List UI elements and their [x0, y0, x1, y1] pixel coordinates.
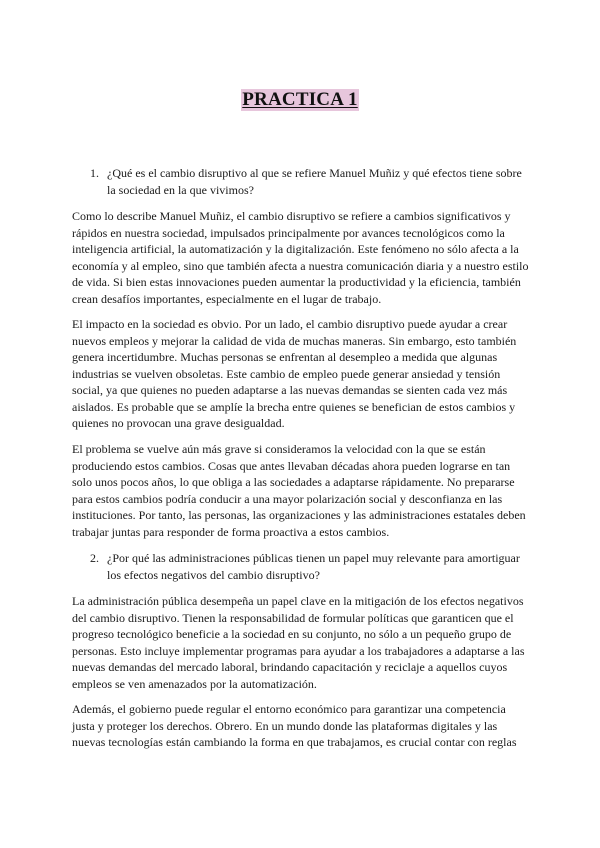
- title-wrapper: [0, 89, 600, 111]
- paragraph-2: El impacto en la sociedad es obvio. Por un lado, el cambio disruptivo puede ayudar a crear nuevos empleos y mejorar la calidad de vida de muchas maneras. Sin embargo, esto también genera incertidumbre. Muchas personas se enfrentan al desempleo a medida que algunas industrias se vuelven obsoletas. Este cambio de empleo puede generar ansiedad y tensión social, ya que quienes no pueden adaptarse a las nuevas demandas se sienten cada vez más aislados. Es probable que se amplíe la brecha entre quienes se benefician de estos cambios y quienes no provocan una grave desigualdad.: [72, 317, 517, 430]
- question-2: [90, 550, 530, 583]
- paragraph-3: El problema se vuelve aún más grave si consideramos la velocidad con la que se están produciendo estos cambios. Cosas que antes llevaban décadas ahora pueden lograrse en tan solo unos pocos años, lo que obliga a las sociedades a adaptarse rápidamente. No prepararse para estos cambios podría conducir a una mayor polarización social y desconfianza en las instituciones. Por tanto, las personas, las organizaciones y las administraciones estatales deben trabajar juntas para responder de forma proactiva a estos cambios.: [72, 442, 526, 539]
- question-1: [90, 165, 530, 198]
- paragraph-5: Además, el gobierno puede regular el entorno económico para garantizar una competencia justa y proteger los derechos. Obrero. En un mundo donde las plataformas digitales y las nuevas tecnologías están cambiando la forma en que trabajamos, es crucial contar con reglas: [72, 702, 517, 749]
- paragraph-1: Como lo describe Manuel Muñiz, el cambio disruptivo se refiere a cambios significativos y rápidos en nuestra sociedad, impulsados principalmente por avances tecnológicos como la inteligencia artificial, la automatización y la digitalización. Este fenómeno no sólo afecta a la economía y al empleo, sino que también afecta a nuestra comunicación diaria y a nuestro estilo de vida. Si bien estas innovaciones pueden aumentar la productividad y la eficiencia, también crean desafíos importantes, especialmente en el lugar de trabajo.: [72, 209, 529, 306]
- question-text: ¿Qué es el cambio disruptivo al que se refiere Manuel Muñiz y qué efectos tiene sobre la sociedad en la que vivimos?: [107, 166, 522, 197]
- question-number: 2.: [90, 551, 99, 565]
- question-number: 1.: [90, 166, 99, 180]
- question-text: ¿Por qué las administraciones públicas tienen un papel muy relevante para amortiguar los efectos negativos del cambio disruptivo?: [107, 551, 520, 582]
- page-title: PRACTICA 1: [242, 89, 358, 110]
- paragraph-4: La administración pública desempeña un papel clave en la mitigación de los efectos negativos del cambio disruptivo. Tienen la responsabilidad de formular políticas que garanticen que el progreso tecnológico beneficie a la sociedad en su conjunto, no sólo a un pequeño grupo de personas. Esto incluye implementar programas para ayudar a los trabajadores a adaptarse a las nuevas demandas del mercado laboral, brindando capacitación y reciclaje a aquellos cuyos empleos se ven amenazados por la automatización.: [72, 594, 525, 691]
